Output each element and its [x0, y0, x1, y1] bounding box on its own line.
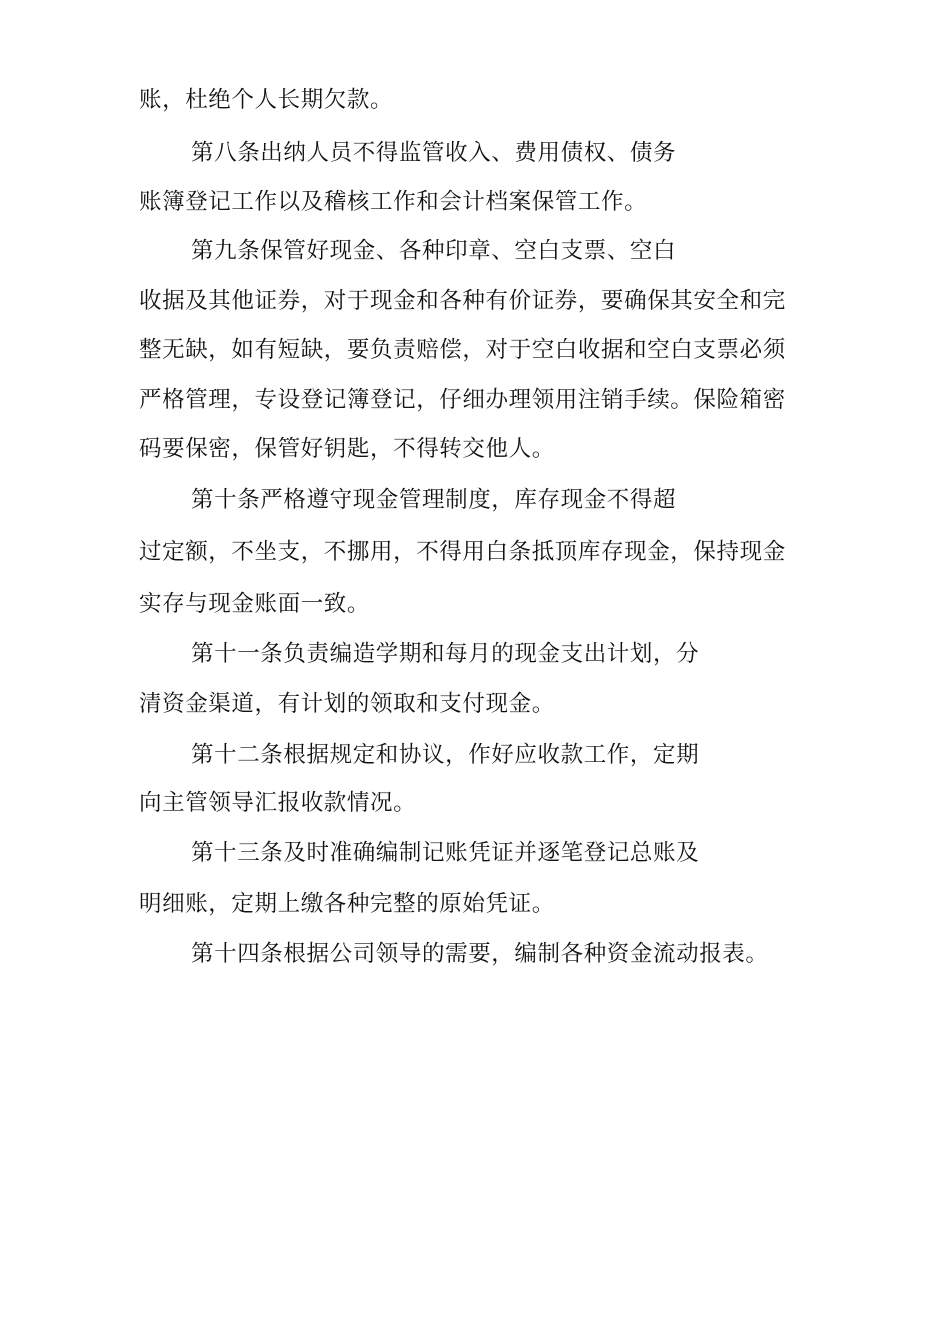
article-8-line-1: 第八条出纳人员不得监管收入、费用债权、债务: [191, 140, 677, 166]
article-11-line-2: 清资金渠道，有计划的领取和支付现金。: [139, 691, 555, 717]
article-8-line-2: 账簿登记工作以及稽核工作和会计档案保管工作。: [139, 189, 648, 215]
article-13-line-1: 第十三条及时准确编制记账凭证并逐笔登记总账及: [191, 840, 700, 866]
article-9-line-1: 第九条保管好现金、各种印章、空白支票、空白: [191, 238, 677, 264]
article-9-line-3: 整无缺，如有短缺，要负责赔偿，对于空白收据和空白支票必须: [139, 337, 786, 363]
article-12-line-2: 向主管领导汇报收款情况。: [139, 790, 417, 816]
article-12-line-1: 第十二条根据规定和协议，作好应收款工作，定期: [191, 742, 700, 768]
article-9-line-2: 收据及其他证券，对于现金和各种有价证券，要确保其安全和完: [139, 288, 786, 314]
text-line-1: 账，杜绝个人长期欠款。: [139, 87, 394, 113]
article-11-line-1: 第十一条负责编造学期和每月的现金支出计划，分: [191, 641, 700, 667]
article-13-line-2: 明细账，定期上缴各种完整的原始凭证。: [139, 891, 555, 917]
article-10-line-2: 过定额，不坐支，不挪用，不得用白条抵顶库存现金，保持现金: [139, 539, 786, 565]
article-10-line-3: 实存与现金账面一致。: [139, 591, 371, 617]
article-9-line-5: 码要保密，保管好钥匙，不得转交他人。: [139, 436, 555, 462]
article-10-line-1: 第十条严格遵守现金管理制度，库存现金不得超: [191, 487, 677, 513]
article-9-line-4: 严格管理，专设登记簿登记，仔细办理领用注销手续。保险箱密: [139, 387, 786, 413]
article-14-line-1: 第十四条根据公司领导的需要，编制各种资金流动报表。: [191, 941, 769, 967]
